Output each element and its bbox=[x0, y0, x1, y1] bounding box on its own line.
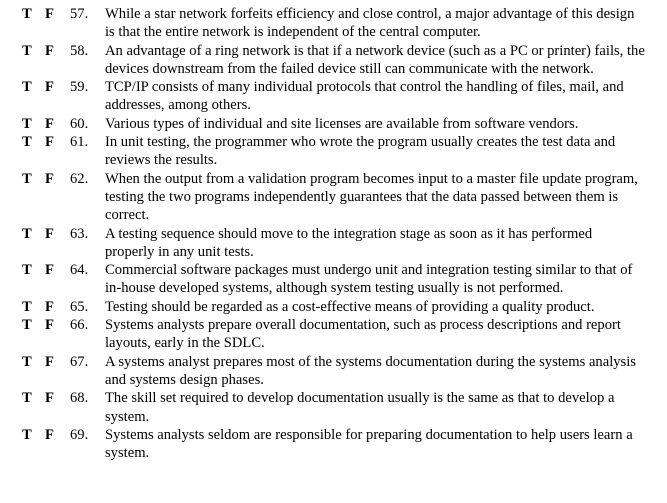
false-option[interactable]: F bbox=[45, 298, 54, 315]
false-option[interactable]: F bbox=[45, 115, 54, 132]
question-68 bbox=[0, 389, 667, 426]
false-option[interactable]: F bbox=[45, 426, 54, 443]
question-text: The skill set required to develop documentation usually is the same as that to develop a system. bbox=[105, 390, 615, 425]
question-number: 57. bbox=[70, 6, 89, 22]
true-option[interactable]: T bbox=[22, 134, 32, 151]
question-60 bbox=[0, 115, 667, 133]
true-option[interactable]: T bbox=[22, 353, 32, 370]
true-option[interactable]: T bbox=[22, 298, 32, 315]
false-option[interactable]: F bbox=[45, 79, 54, 96]
true-option[interactable]: T bbox=[22, 225, 32, 242]
question-65 bbox=[0, 298, 667, 316]
question-text: Commercial software packages must undergo unit and integration testing similar to that of in-house developed systems, although system testing usually is not performed. bbox=[105, 262, 633, 297]
question-text: A systems analyst prepares most of the systems documentation during the systems analysis and systems design phases. bbox=[105, 353, 636, 388]
true-option[interactable]: T bbox=[22, 42, 32, 59]
true-option[interactable]: T bbox=[22, 390, 32, 407]
true-option[interactable]: T bbox=[22, 79, 32, 96]
question-59 bbox=[0, 78, 667, 115]
question-number: 64. bbox=[70, 262, 89, 279]
question-number: 60. bbox=[70, 115, 89, 132]
false-option[interactable]: F bbox=[45, 42, 54, 59]
question-text: In unit testing, the programmer who wrote the program usually creates the test data and reviews the results. bbox=[105, 134, 616, 169]
question-number: 69. bbox=[70, 426, 89, 443]
question-69 bbox=[0, 426, 667, 463]
false-option[interactable]: F bbox=[45, 225, 54, 242]
question-58 bbox=[0, 42, 667, 79]
true-option[interactable]: T bbox=[22, 170, 32, 187]
question-number: 61. bbox=[70, 134, 89, 151]
question-number: 62. bbox=[70, 170, 89, 187]
question-number: 68. bbox=[70, 390, 89, 407]
question-number: 59. bbox=[70, 79, 89, 96]
false-option[interactable]: F bbox=[45, 317, 54, 334]
question-text: TCP/IP consists of many individual protocols that control the handling of files, mail, and addresses, among others. bbox=[105, 79, 624, 114]
false-option[interactable]: F bbox=[45, 170, 54, 187]
question-66 bbox=[0, 316, 667, 353]
question-number: 63. bbox=[70, 225, 89, 242]
question-text: Systems analysts seldom are responsible for preparing documentation to help users learn a system. bbox=[105, 426, 633, 462]
true-option[interactable]: T bbox=[22, 262, 32, 279]
question-62 bbox=[0, 170, 667, 225]
question-text: When the output from a validation program becomes input to a master file update program, testing the two programs independently guarantees that the data passed between them is correct. bbox=[105, 170, 638, 224]
false-option[interactable]: F bbox=[45, 134, 54, 151]
true-option[interactable]: T bbox=[22, 115, 32, 132]
true-option[interactable]: T bbox=[22, 317, 32, 334]
question-number: 65. bbox=[70, 298, 89, 315]
question-number: 66. bbox=[70, 317, 89, 334]
false-option[interactable]: F bbox=[45, 390, 54, 407]
true-option[interactable]: T bbox=[22, 426, 32, 443]
question-text: Testing should be regarded as a cost-effective means of providing a quality product. bbox=[105, 298, 595, 315]
question-61 bbox=[0, 133, 667, 170]
question-63 bbox=[0, 225, 667, 262]
false-option[interactable]: F bbox=[45, 262, 54, 279]
question-text: A testing sequence should move to the integration stage as soon as it has performed properly in any unit tests. bbox=[105, 225, 593, 260]
true-option[interactable]: T bbox=[22, 6, 32, 22]
question-text: While a star network forfeits efficiency and close control, a major advantage of this design is that the entire network is independent of the central computer. bbox=[105, 6, 635, 41]
question-text: Systems analysts prepare overall documentation, such as process descriptions and report layouts, early in the SDLC. bbox=[105, 317, 621, 352]
question-number: 58. bbox=[70, 42, 89, 59]
false-option[interactable]: F bbox=[45, 6, 54, 22]
question-number: 67. bbox=[70, 353, 89, 370]
question-57 bbox=[0, 5, 667, 42]
question-67 bbox=[0, 353, 667, 390]
question-text: Various types of individual and site licenses are available from software vendors. bbox=[105, 115, 579, 132]
false-option[interactable]: F bbox=[45, 353, 54, 370]
question-text: An advantage of a ring network is that if a network device (such as a PC or printer) fails, the devices downstream from the failed device still can communicate with the network. bbox=[105, 42, 645, 77]
question-64 bbox=[0, 261, 667, 298]
